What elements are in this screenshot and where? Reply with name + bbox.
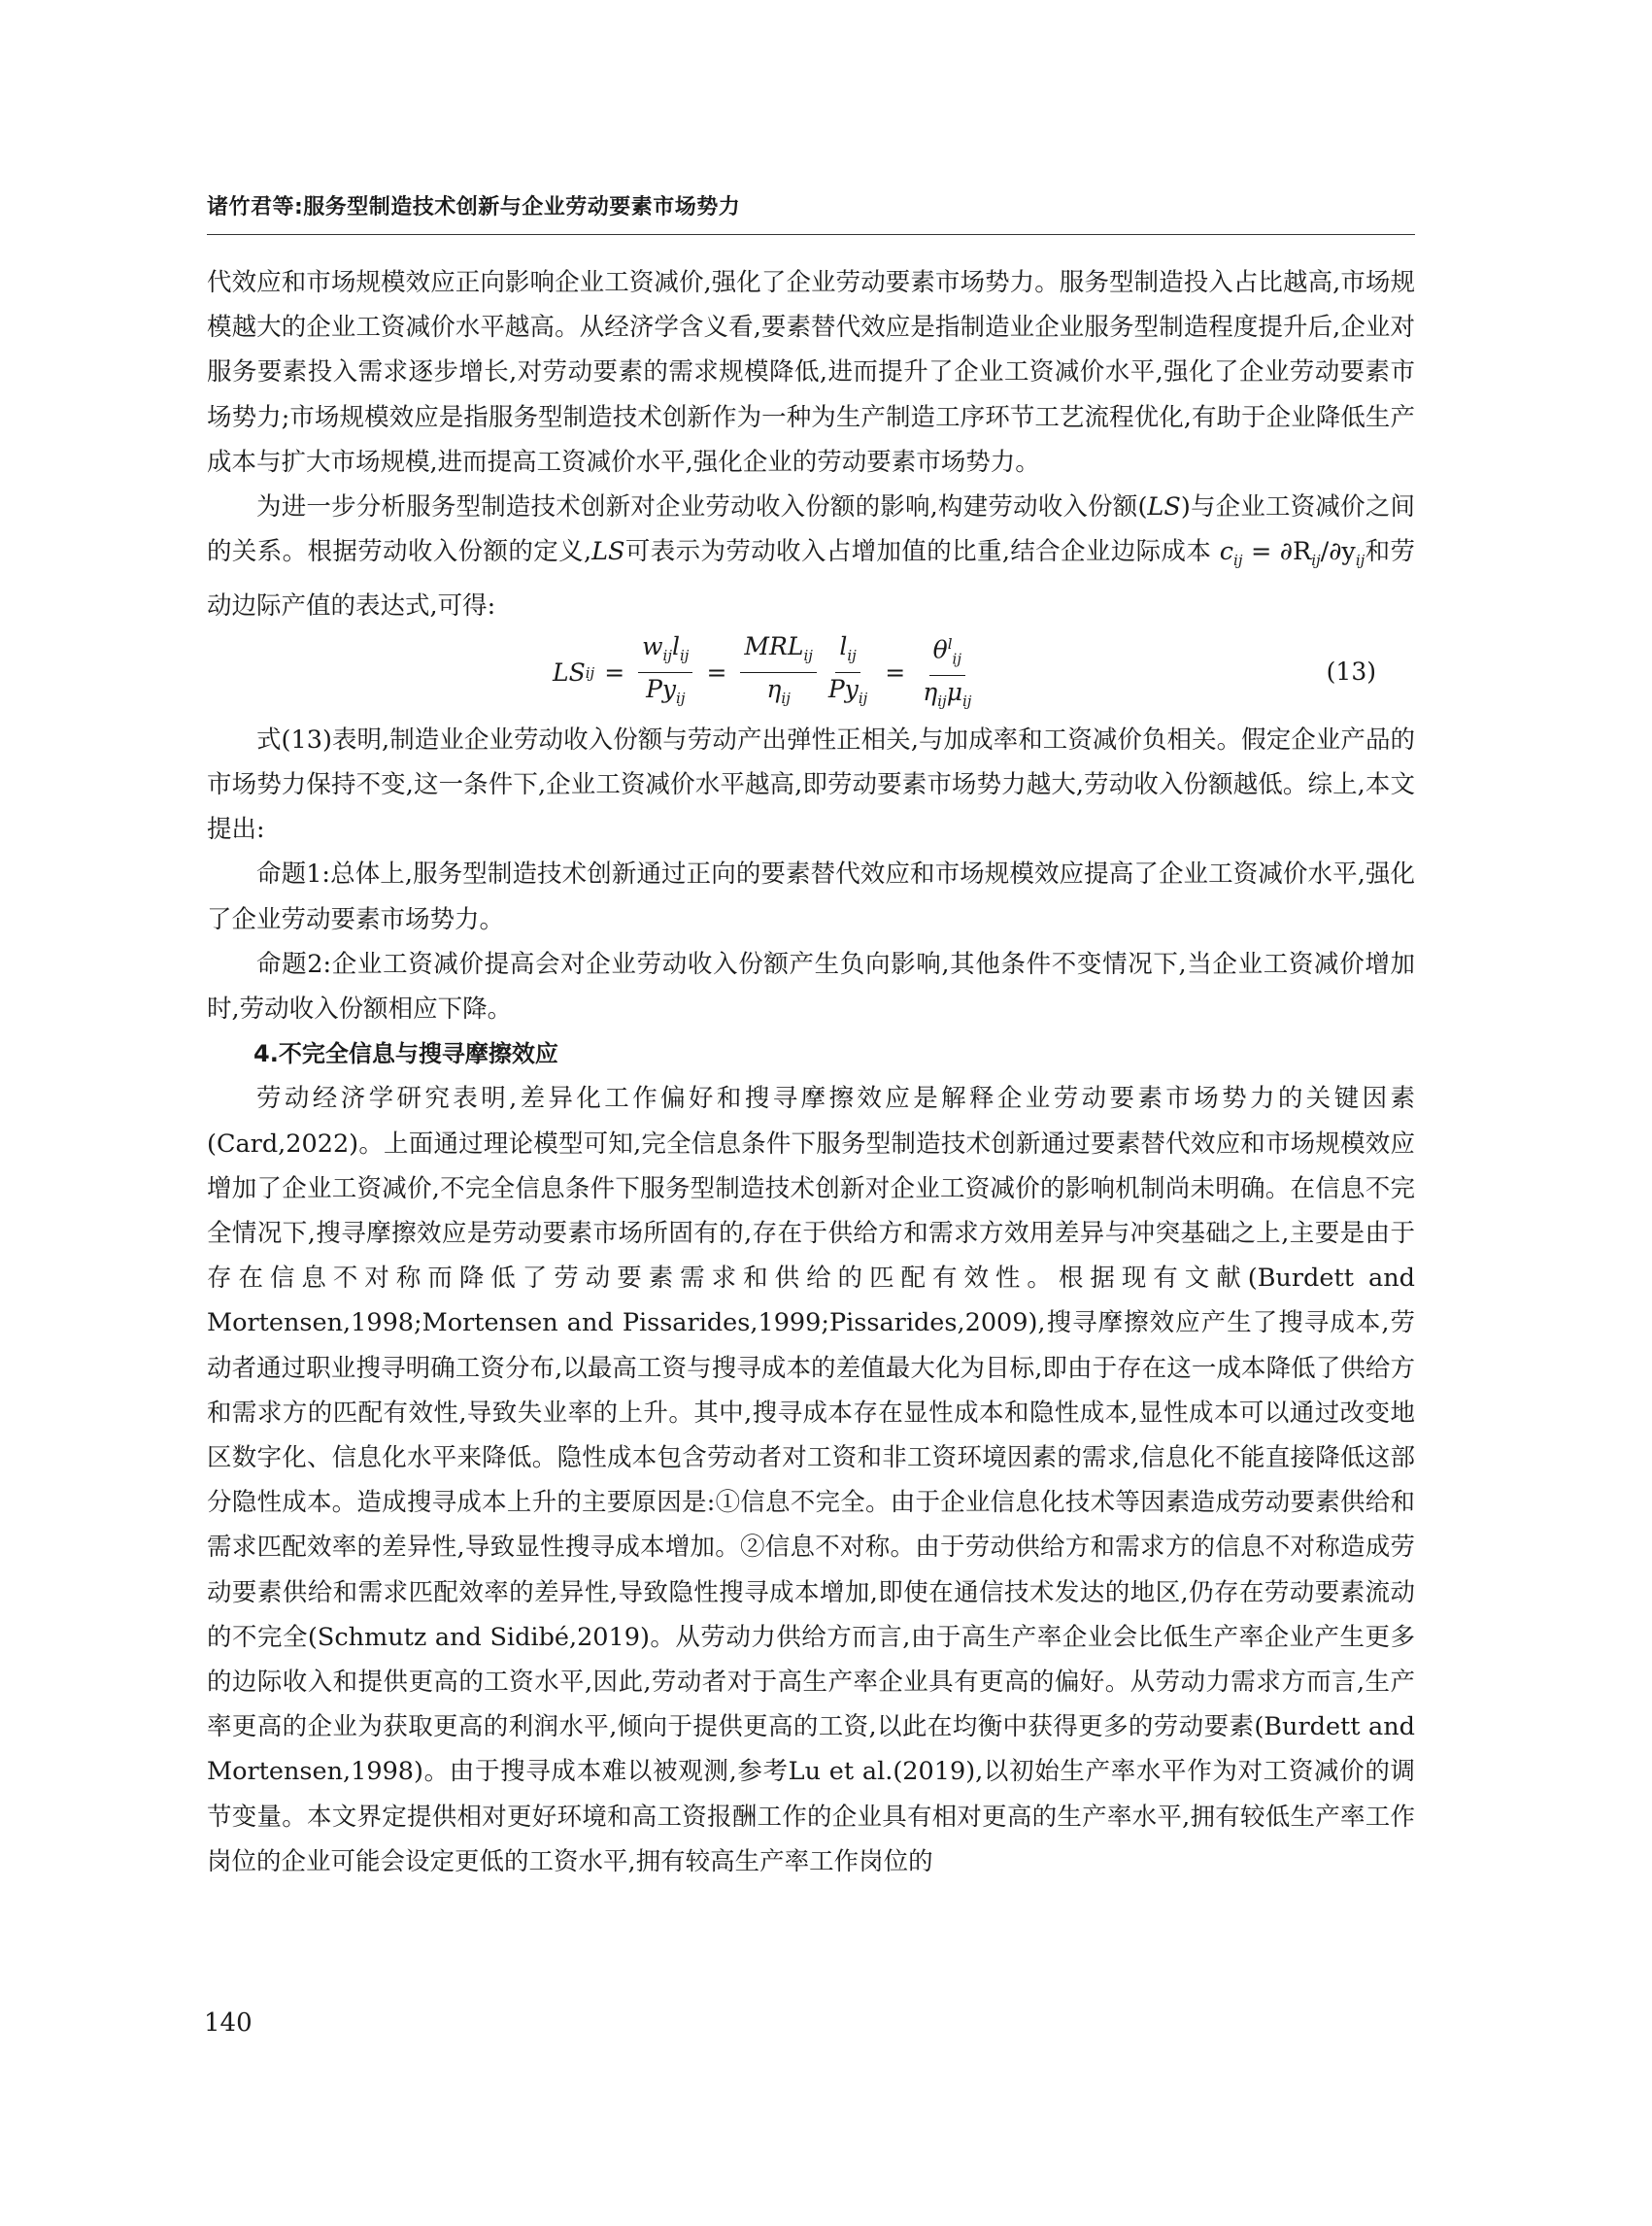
- text-run: 和劳动边际产值的表达式,可得:: [207, 537, 1416, 621]
- text-run: 可表示为劳动收入占增加值的比重,结合企业边际成本: [624, 537, 1212, 567]
- eq-sub: ij: [662, 647, 672, 665]
- eq-var: Py: [646, 675, 677, 704]
- eq-var: η: [766, 675, 782, 704]
- paragraph: [207, 485, 1415, 628]
- eq-sub: ij: [847, 647, 857, 665]
- eq-sub: ij: [937, 692, 947, 711]
- eq-sub: ij: [961, 692, 972, 711]
- math-sub: ij: [1233, 552, 1243, 570]
- fraction: [638, 632, 692, 713]
- math-sub: ij: [1311, 552, 1321, 570]
- eq-sub: ij: [585, 663, 595, 682]
- denominator: [919, 676, 975, 716]
- text-run: )与企业工资减价之间的关系。根据劳动收入份额的定义,: [207, 492, 1415, 567]
- equation-13: [207, 628, 1415, 718]
- numerator: [638, 632, 692, 673]
- eq-var: θ: [932, 635, 948, 664]
- equals-sign: =: [885, 658, 906, 687]
- eq-var: l: [672, 632, 680, 661]
- numerator: [835, 632, 860, 673]
- denominator: [825, 673, 871, 713]
- equals-sign: =: [706, 658, 727, 687]
- eq-sub: ij: [858, 690, 868, 708]
- paragraph: 代效应和市场规模效应正向影响企业工资减价,强化了企业劳动要素市场势力。服务型制造投入占比越高,市场规模越大的企业工资减价水平越高。从经济学含义看,要素替代效应是指制造业企业服务型制造程度提升后,企业对服务要素投入需求逐步增长,对劳动要素的需求规模降低,进而提升了企业工资减价水平,强化了企业劳动要素市场势力;市场规模效应是指服务型制造技术创新作为一种为生产制造工序环节工艺流程优化,有助于企业降低生产成本与扩大市场规模,进而提高工资减价水平,强化企业的劳动要素市场势力。: [207, 268, 1415, 477]
- eq-var: μ: [946, 678, 962, 707]
- running-title: 诸竹君等:服务型制造技术创新与企业劳动要素市场势力: [207, 190, 1415, 235]
- math-op: /∂y: [1320, 537, 1356, 567]
- math-sub: ij: [1355, 552, 1365, 570]
- eq-sub: ij: [803, 647, 813, 665]
- eq-sub: ij: [781, 690, 791, 708]
- math-var: LS: [591, 537, 625, 567]
- body-text: [207, 260, 1415, 1884]
- eq-var: η: [923, 678, 938, 707]
- eq-var: w: [642, 632, 663, 661]
- paragraph: 劳动经济学研究表明,差异化工作偏好和搜寻摩擦效应是解释企业劳动要素市场势力的关键因素(Card,2022)。上面通过理论模型可知,完全信息条件下服务型制造技术创新通过要素替代效应和市场规模效应增加了企业工资减价,不完全信息条件下服务型制造技术创新对企业工资减价的影响机制尚未明确。在信息不完全情况下,搜寻摩擦效应是劳动要素市场所固有的,存在于供给方和需求方效用差异与冲突基础之上,主要是由于存在信息不对称而降低了劳动要素需求和供给的匹配有效性。根据现有文献(Burdett and Mortensen,1998;Mortensen and Pissarides,1999;Pissarides,2009),搜寻摩擦效应产生了搜寻成本,劳动者通过职业搜寻明确工资分布,以最高工资与搜寻成本的差值最大化为目标,即由于存在这一成本降低了供给方和需求方的匹配有效性,导致失业率的上升。其中,搜寻成本存在显性成本和隐性成本,显性成本可以通过改变地区数字化、信息化水平来降低。隐性成本包含劳动者对工资和非工资环境因素的需求,信息化不能直接降低这部分隐性成本。造成搜寻成本上升的主要原因是:①信息不完全。由于企业信息化技术等因素造成劳动要素供给和需求匹配效率的差异性,导致显性搜寻成本增加。②信息不对称。由于劳动供给方和需求方的信息不对称造成劳动要素供给和需求匹配效率的差异性,导致隐性搜寻成本增加,即使在通信技术发达的地区,仍存在劳动要素流动的不完全(Schmutz and Sidibé,2019)。从劳动力供给方而言,由于高生产率企业会比低生产率企业产生更多的边际收入和提供更高的工资水平,因此,劳动者对于高生产率企业具有更高的偏好。从劳动力需求方而言,生产率更高的企业为获取更高的利润水平,倾向于提供更高的工资,以此在均衡中获得更多的劳动要素(Burdett and Mortensen,1998)。由于搜寻成本难以被观测,参考Lu et al.(2019),以初始生产率水平作为对工资减价的调节变量。本文界定提供相对更好环境和高工资报酬工作的企业具有相对更高的生产率水平,拥有较低生产率工作岗位的企业可能会设定更低的工资水平,拥有较高生产率工作岗位的: [207, 1084, 1415, 1876]
- math-var: c: [1219, 537, 1234, 567]
- eq-var: MRL: [744, 632, 804, 661]
- math-op: = ∂R: [1242, 537, 1312, 567]
- math-var: LS: [1147, 492, 1181, 523]
- eq-sup: l: [947, 635, 953, 654]
- equals-sign: =: [604, 658, 625, 687]
- proposition-1: 命题1:总体上,服务型制造技术创新通过正向的要素替代效应和市场规模效应提高了企业工资减价水平,强化了企业劳动要素市场势力。: [207, 860, 1415, 934]
- eq-var: Py: [827, 675, 859, 704]
- eq-var: l: [839, 632, 848, 661]
- eq-lhs: LS: [553, 658, 586, 687]
- proposition-2: 命题2:企业工资减价提高会对企业劳动收入份额产生负向影响,其他条件不变情况下,当企业工资减价增加时,劳动收入份额相应下降。: [207, 949, 1415, 1024]
- fraction: [919, 629, 975, 716]
- eq-sub: ij: [676, 690, 686, 708]
- denominator: [642, 673, 689, 713]
- numerator: [740, 632, 816, 673]
- denominator: [762, 673, 793, 713]
- text-run: 为进一步分析服务型制造技术创新对企业劳动收入份额的影响,构建劳动收入份额(: [256, 492, 1148, 523]
- equation-number: (13): [1326, 657, 1376, 686]
- eq-sub: ij: [680, 647, 690, 665]
- paragraph: 式(13)表明,制造业企业劳动收入份额与劳动产出弹性正相关,与加成率和工资减价负相关。假定企业产品的市场势力保持不变,这一条件下,企业工资减价水平越高,即劳动要素市场势力越大,劳动收入份额越低。综上,本文提出:: [207, 725, 1415, 845]
- equation-body: [553, 634, 979, 712]
- numerator: [929, 629, 965, 676]
- eq-sub: ij: [952, 650, 961, 668]
- fraction: [825, 632, 871, 713]
- section-heading: 4.不完全信息与搜寻摩擦效应: [253, 1040, 558, 1068]
- page-number: 140: [204, 2008, 253, 2038]
- fraction: [740, 632, 816, 713]
